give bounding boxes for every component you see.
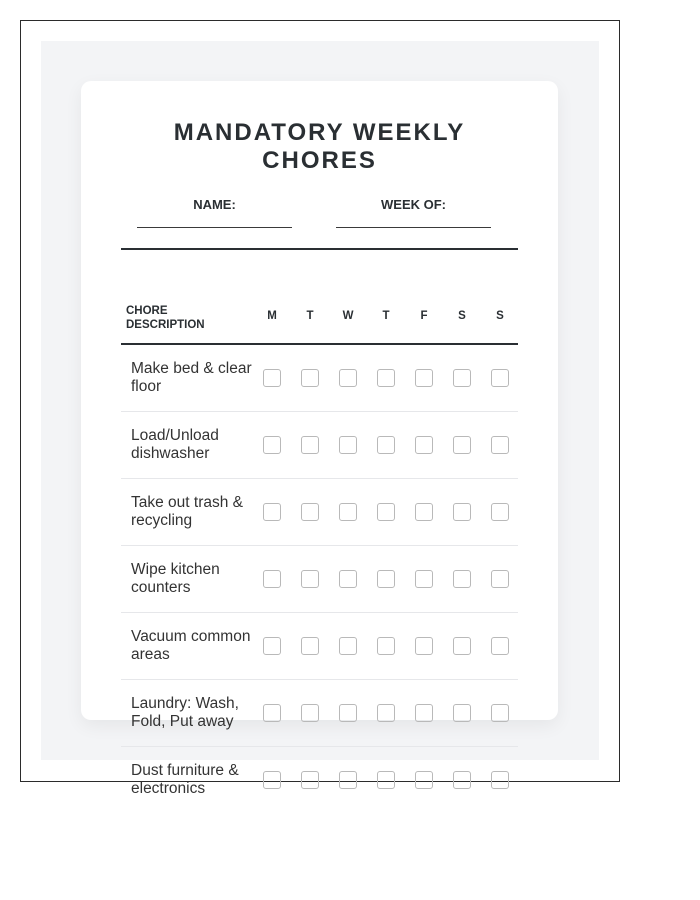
checkbox-tuesday[interactable]: [301, 570, 319, 588]
checkbox-saturday[interactable]: [453, 704, 471, 722]
name-input-line[interactable]: [137, 227, 292, 228]
checkbox-saturday[interactable]: [453, 570, 471, 588]
name-field: [137, 197, 292, 228]
checkbox-monday[interactable]: [263, 704, 281, 722]
checkbox-monday[interactable]: [263, 570, 281, 588]
table-row: [121, 680, 518, 747]
checkbox-saturday[interactable]: [453, 369, 471, 387]
checkbox-tuesday[interactable]: [301, 704, 319, 722]
column-header-chore-description: CHORE DESCRIPTION: [126, 305, 205, 331]
checkbox-friday[interactable]: [415, 771, 433, 789]
checkbox-friday[interactable]: [415, 704, 433, 722]
checkbox-saturday[interactable]: [453, 436, 471, 454]
checkbox-friday[interactable]: [415, 637, 433, 655]
checkbox-thursday[interactable]: [377, 771, 395, 789]
column-header-saturday: S: [458, 310, 466, 322]
table-row: [121, 479, 518, 546]
checkbox-sunday[interactable]: [491, 503, 509, 521]
checkbox-wednesday[interactable]: [339, 369, 357, 387]
chore-description: Vacuum common areas: [131, 628, 251, 663]
checkbox-tuesday[interactable]: [301, 771, 319, 789]
checkbox-tuesday[interactable]: [301, 369, 319, 387]
column-header-monday: M: [267, 310, 277, 322]
chore-description: Load/Unload dishwasher: [131, 427, 219, 462]
checkbox-wednesday[interactable]: [339, 637, 357, 655]
checkbox-sunday[interactable]: [491, 704, 509, 722]
week-of-input-line[interactable]: [336, 227, 491, 228]
name-label: NAME:: [193, 197, 236, 212]
checkbox-wednesday[interactable]: [339, 436, 357, 454]
checkbox-thursday[interactable]: [377, 637, 395, 655]
checkbox-saturday[interactable]: [453, 637, 471, 655]
checkbox-monday[interactable]: [263, 637, 281, 655]
checkbox-thursday[interactable]: [377, 436, 395, 454]
week-of-label: WEEK OF:: [381, 197, 446, 212]
page-frame: [20, 20, 620, 797]
background-panel: [41, 41, 599, 797]
checkbox-wednesday[interactable]: [339, 570, 357, 588]
column-header-sunday: S: [496, 310, 504, 322]
checkbox-thursday[interactable]: [377, 503, 395, 521]
checkbox-sunday[interactable]: [491, 570, 509, 588]
checkbox-sunday[interactable]: [491, 436, 509, 454]
checkbox-saturday[interactable]: [453, 771, 471, 789]
checkbox-sunday[interactable]: [491, 637, 509, 655]
checkbox-tuesday[interactable]: [301, 637, 319, 655]
chore-description: Laundry: Wash, Fold, Put away: [131, 695, 239, 730]
checkbox-sunday[interactable]: [491, 771, 509, 789]
table-row: [121, 345, 518, 412]
chore-description: Make bed & clear floor: [131, 360, 252, 395]
checkbox-thursday[interactable]: [377, 369, 395, 387]
checkbox-friday[interactable]: [415, 369, 433, 387]
table-row: [121, 613, 518, 680]
column-header-thursday: T: [382, 310, 390, 322]
column-header-friday: F: [420, 310, 428, 322]
checkbox-tuesday[interactable]: [301, 436, 319, 454]
checkbox-thursday[interactable]: [377, 704, 395, 722]
header-fields: [121, 197, 518, 229]
checkbox-monday[interactable]: [263, 436, 281, 454]
table-header: [121, 299, 518, 345]
checkbox-tuesday[interactable]: [301, 503, 319, 521]
chore-table: [121, 299, 518, 813]
checkbox-sunday[interactable]: [491, 369, 509, 387]
checkbox-saturday[interactable]: [453, 503, 471, 521]
checkbox-monday[interactable]: [263, 369, 281, 387]
checkbox-monday[interactable]: [263, 503, 281, 521]
chore-description: Take out trash & recycling: [131, 494, 244, 529]
chore-description: Wipe kitchen counters: [131, 561, 220, 596]
checkbox-wednesday[interactable]: [339, 771, 357, 789]
chore-card: [81, 81, 558, 797]
column-header-wednesday: W: [342, 310, 354, 322]
table-row: [121, 412, 518, 479]
header-divider: [121, 248, 518, 250]
checkbox-friday[interactable]: [415, 436, 433, 454]
table-row: [121, 747, 518, 813]
page-title: MANDATORY WEEKLY CHORES: [173, 119, 466, 174]
chore-description: Dust furniture & electronics: [131, 762, 239, 797]
checkbox-friday[interactable]: [415, 570, 433, 588]
checkbox-monday[interactable]: [263, 771, 281, 789]
checkbox-friday[interactable]: [415, 503, 433, 521]
week-of-field: [336, 197, 491, 228]
checkbox-wednesday[interactable]: [339, 704, 357, 722]
table-row: [121, 546, 518, 613]
column-header-tuesday: T: [306, 310, 314, 322]
checkbox-thursday[interactable]: [377, 570, 395, 588]
checkbox-wednesday[interactable]: [339, 503, 357, 521]
